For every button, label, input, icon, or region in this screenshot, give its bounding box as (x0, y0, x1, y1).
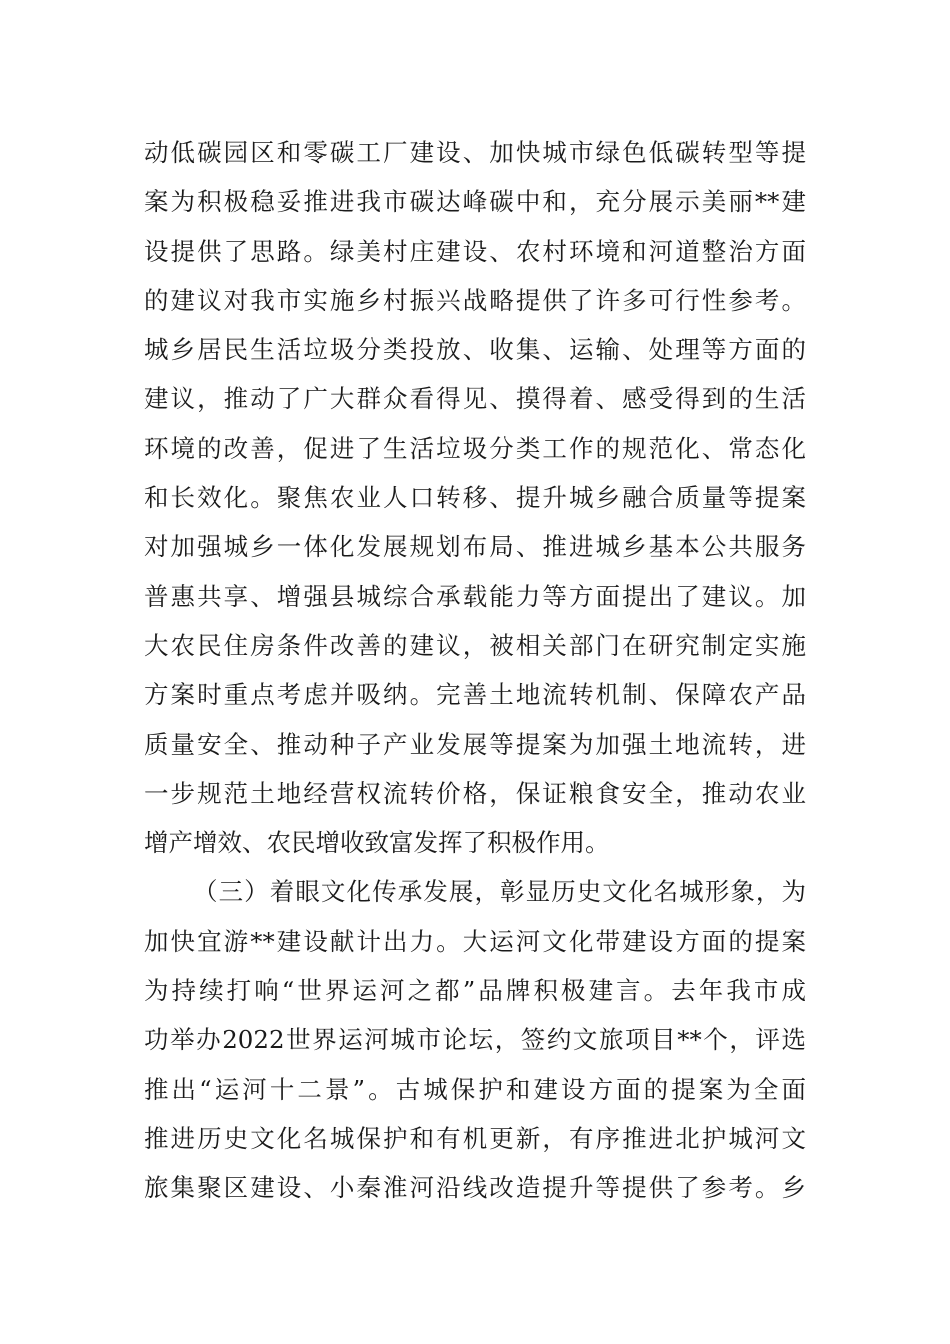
document-body (144, 128, 806, 1213)
text-line: 环境的改善，促进了生活垃圾分类工作的规范化、常态化 (144, 433, 806, 463)
text-line: 增产增效、农民增收致富发挥了积极作用。 (144, 828, 610, 858)
text-line: 对加强城乡一体化发展规划布局、推进城乡基本公共服务 (144, 532, 806, 562)
text-line: 城乡居民生活垃圾分类投放、收集、运输、处理等方面的 (144, 335, 806, 365)
text-line: 普惠共享、增强县城综合承载能力等方面提出了建议。加 (144, 581, 806, 611)
text-line: 为持续打响“世界运河之都”品牌积极建言。去年我市成 (144, 976, 806, 1006)
text-line: 建议，推动了广大群众看得见、摸得着、感受得到的生活 (144, 384, 806, 414)
text-line: 动低碳园区和零碳工厂建设、加快城市绿色低碳转型等提 (144, 138, 806, 167)
text-line: 旅集聚区建设、小秦淮河沿线改造提升等提供了参考。乡 (144, 1173, 806, 1203)
text-line: 推进历史文化名城保护和有机更新，有序推进北护城河文 (144, 1123, 806, 1153)
text-line: 一步规范土地经营权流转价格，保证粮食安全，推动农业 (144, 778, 806, 808)
text-line: 和长效化。聚焦农业人口转移、提升城乡融合质量等提案 (144, 483, 806, 513)
text-line: 加快宜游**建设献计出力。大运河文化带建设方面的提案 (144, 926, 806, 956)
text-line: 的建议对我市实施乡村振兴战略提供了许多可行性参考。 (144, 285, 806, 315)
text-line: 设提供了思路。绿美村庄建设、农村环境和河道整治方面 (144, 236, 806, 266)
text-line: 案为积极稳妥推进我市碳达峰碳中和，充分展示美丽**建 (144, 187, 806, 217)
text-line: 大农民住房条件改善的建议，被相关部门在研究制定实施 (144, 630, 806, 660)
text-line: 质量安全、推动种子产业发展等提案为加强土地流转，进 (144, 729, 806, 759)
text-line: 方案时重点考虑并吸纳。完善土地流转机制、保障农产品 (144, 680, 806, 710)
text-line: 功举办2022世界运河城市论坛，签约文旅项目**个，评选 (144, 1025, 806, 1055)
text-line: 推出“运河十二景”。古城保护和建设方面的提案为全面 (144, 1074, 806, 1104)
section-heading-line: （三）着眼文化传承发展，彰显历史文化名城形象，为 (193, 877, 806, 907)
